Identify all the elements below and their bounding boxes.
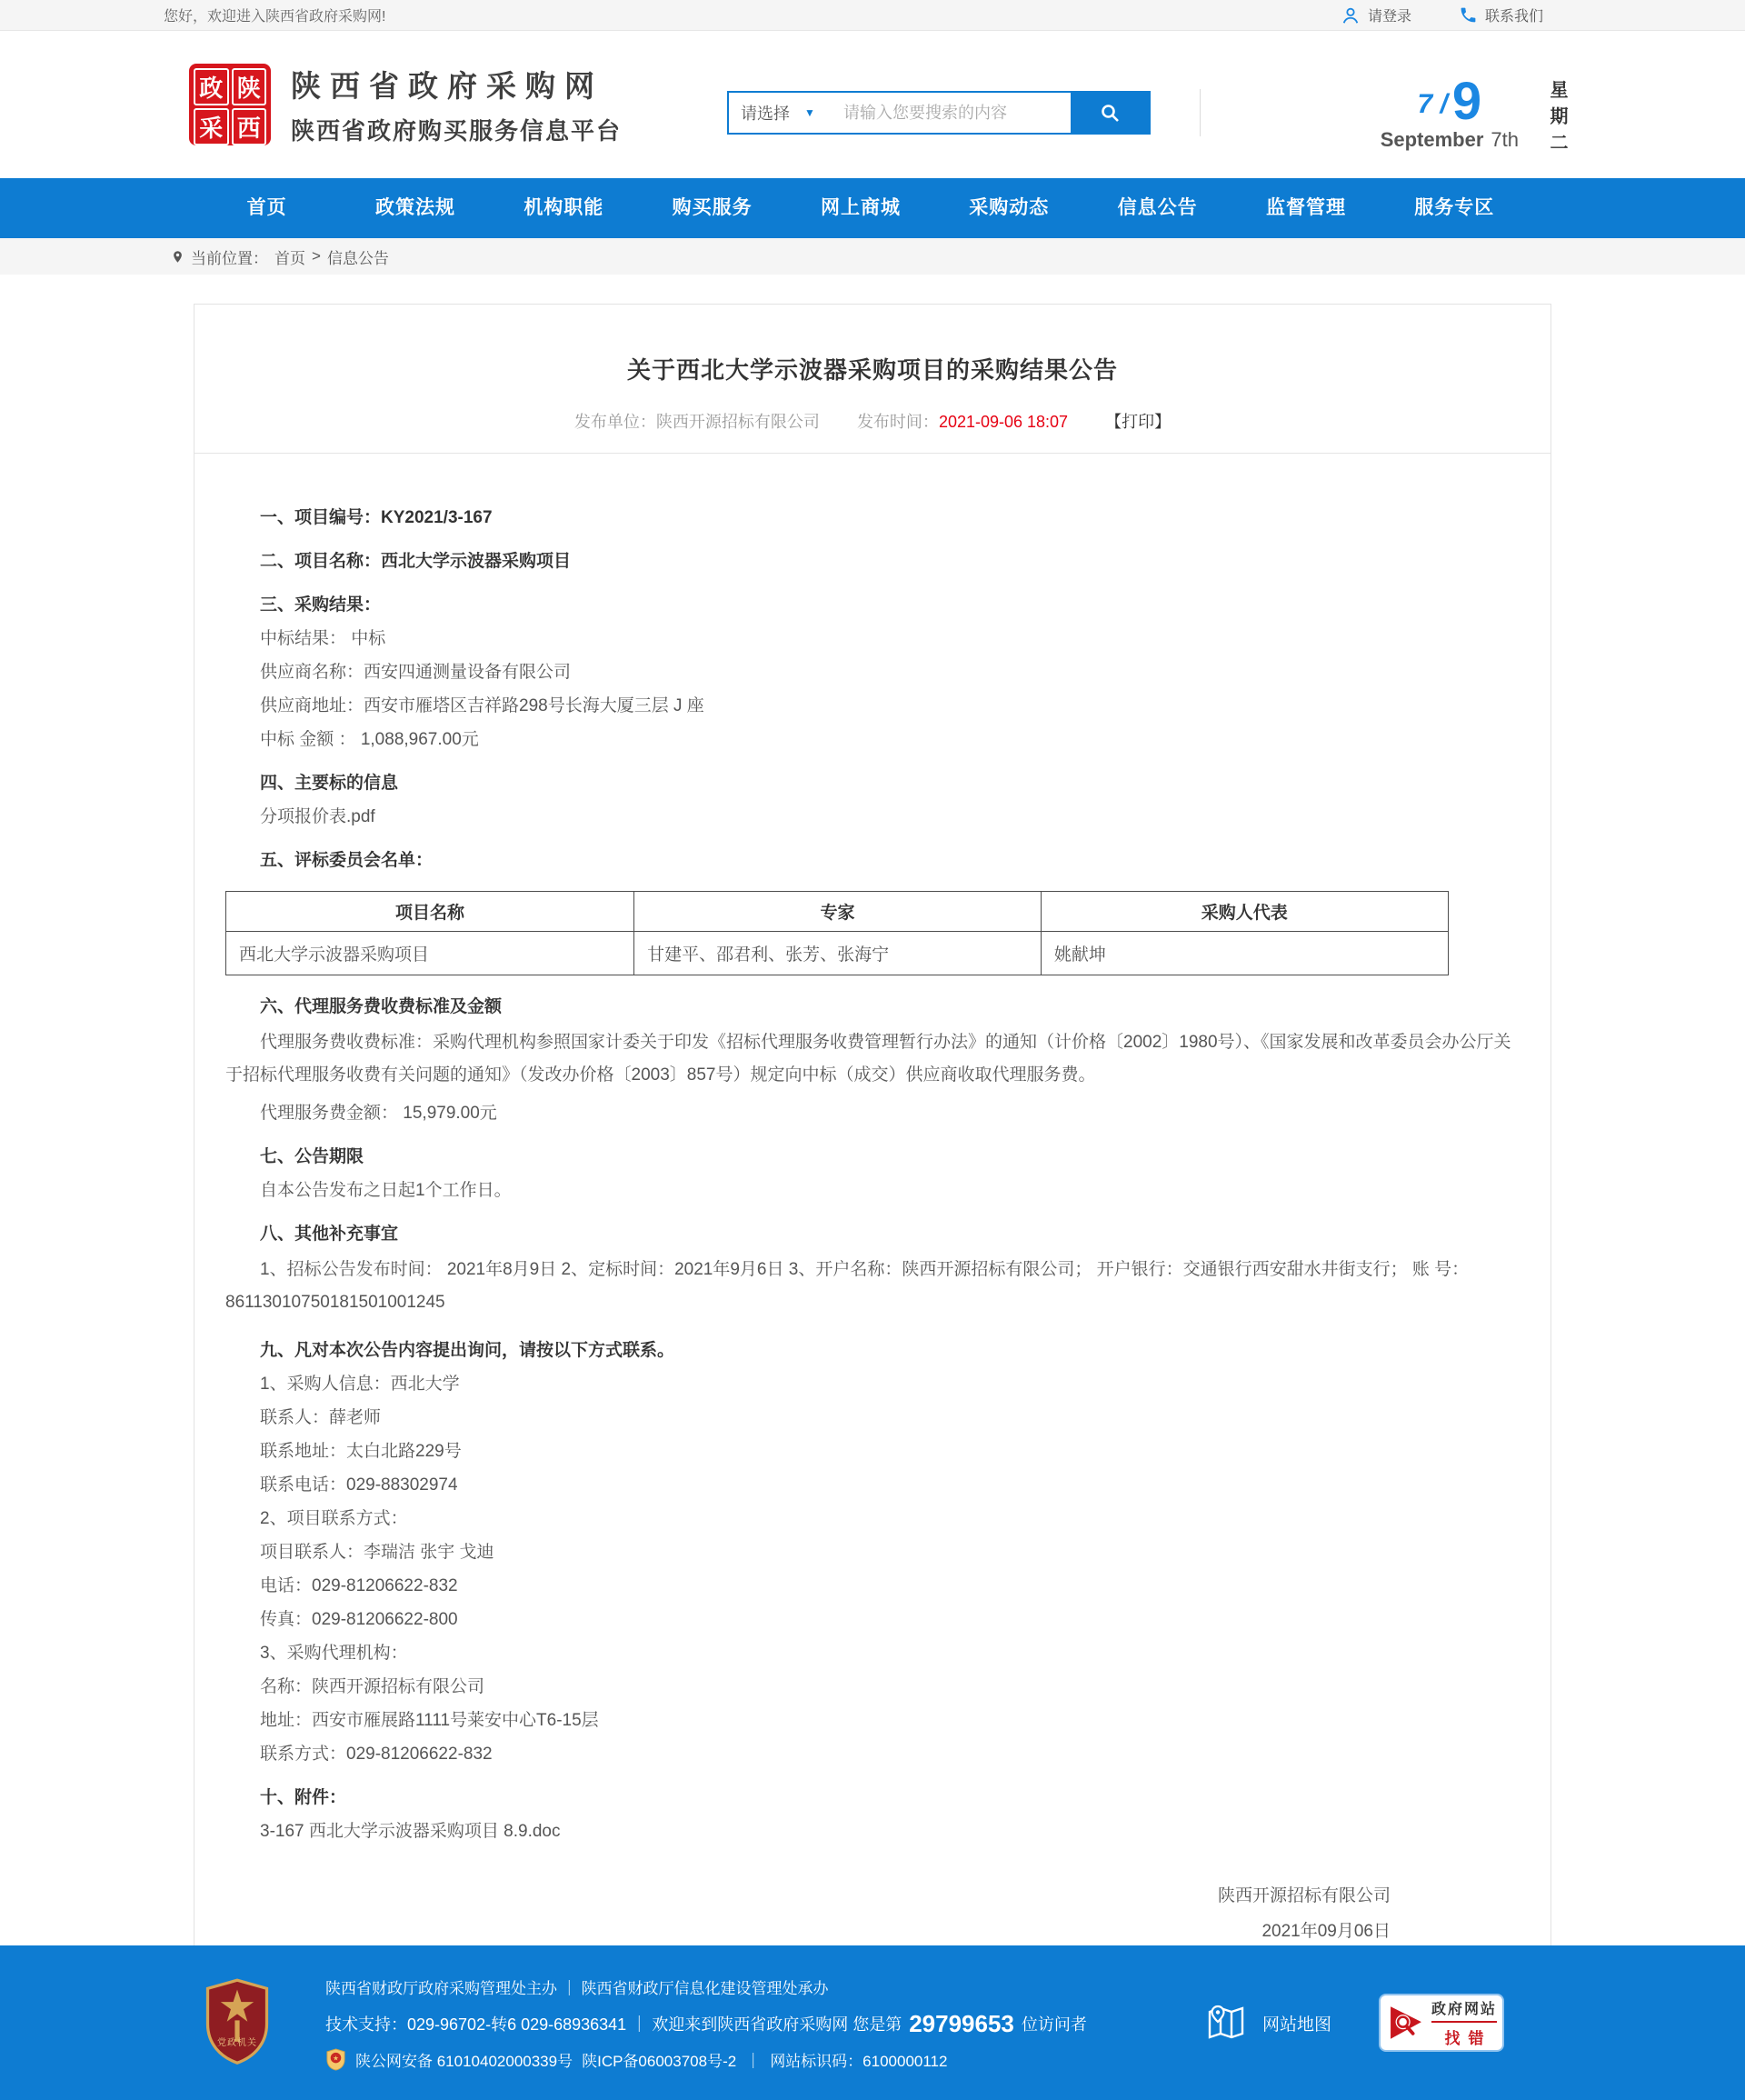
site-titles	[291, 63, 622, 146]
footer-support-line	[325, 2010, 1087, 2038]
shield-icon	[202, 1977, 273, 2068]
search-bar	[727, 91, 1151, 135]
announcement-meta	[225, 409, 1520, 453]
map-icon	[1206, 2003, 1250, 2043]
nav-item-procurement-news[interactable]: 采购动态	[969, 197, 1050, 218]
date-left	[1380, 72, 1519, 159]
site-name: 陕西省政府采购网	[291, 69, 603, 103]
publish-time-value: 2021-09-06 18:07	[938, 413, 1069, 431]
date-weekday: 星期二	[1547, 80, 1567, 159]
committee-table	[225, 891, 1449, 975]
nav-item-service-zone[interactable]: 服务专区	[1414, 197, 1495, 218]
site-subtitle: 陕西省政府购买服务信息平台	[291, 117, 623, 145]
publish-time-label: 发布时间：	[856, 413, 939, 431]
welcome-text: 您好，欢迎进入陕西省政府采购网!	[164, 9, 386, 25]
publisher-label: 发布单位：	[573, 413, 656, 431]
section-heading-agency-fee: 六、代理服务费收费标准及金额	[260, 997, 503, 1016]
visitor-count: 29799653	[909, 2009, 1014, 2037]
footer-right	[1206, 1994, 1504, 2052]
icp-beian-link[interactable]: 陕ICP备06003708号-2	[582, 2052, 737, 2070]
attachment-pdf-link[interactable]: 分项报价表.pdf	[260, 807, 375, 826]
footer-beian-line	[325, 2048, 1087, 2071]
breadcrumb-current: 信息公告	[326, 249, 389, 267]
announcement-card	[194, 304, 1551, 1990]
date-ordinal: 7th	[1491, 128, 1519, 152]
error-report-badge[interactable]	[1379, 1994, 1504, 2052]
breadcrumb	[0, 238, 1745, 275]
emblem-label: 党政机关	[217, 2038, 257, 2048]
breadcrumb-separator: >	[312, 247, 321, 265]
table-row	[226, 932, 1449, 975]
badge-gov-site-label: 政府网站	[1431, 1997, 1497, 2023]
agency-name: 名称：陕西开源招标有限公司	[260, 1677, 485, 1696]
date-text	[1381, 128, 1519, 152]
login-link[interactable]	[1341, 5, 1411, 25]
date-month-name: September	[1380, 128, 1484, 152]
result-status: 中标结果： 中标	[260, 629, 386, 648]
flag-magnifier-icon	[1386, 2004, 1426, 2042]
site-identifier-code: 网站标识码：6100000112	[770, 2052, 948, 2070]
agency-heading: 3、采购代理机构：	[260, 1644, 408, 1663]
police-beian-link[interactable]: 陕公网安备 61010402000339号	[355, 2052, 573, 2070]
nav-item-online-mall[interactable]: 网上商城	[820, 197, 901, 218]
contact-label: 联系我们	[1484, 9, 1543, 25]
signature-block	[225, 1882, 1520, 1942]
error-report-badge-text	[1431, 1997, 1497, 2048]
other-matters: 1、招标公告发布时间： 2021年8月9日 2、定标时间：2021年9月6日 3、开户名称：陕西开源招标有限公司； 开户银行：交通银行西安甜水井街支行； 账 号：86113010750181501001245	[225, 1260, 1470, 1312]
location-pin-icon	[171, 248, 184, 265]
section-heading-result: 三、采购结果：	[260, 595, 382, 615]
logo-char: 政	[194, 68, 229, 105]
logo-char: 采	[194, 108, 229, 145]
publisher-value: 陕西开源招标有限公司	[655, 413, 820, 431]
nav-item-purchase-service[interactable]: 购买服务	[672, 197, 753, 218]
nav-item-supervision[interactable]: 监督管理	[1265, 197, 1346, 218]
award-amount: 中标 金额 ： 1,088,967.00元	[260, 730, 479, 749]
agency-address: 地址：西安市雁展路1111号莱安中心T6-15层	[260, 1711, 599, 1730]
badge-find-error-label: 找错	[1444, 2030, 1492, 2047]
site-logo[interactable]	[189, 64, 271, 145]
section-heading-other-matters: 八、其他补充事宜	[260, 1225, 399, 1244]
col-purchaser-rep: 采购人代表	[1041, 892, 1448, 932]
supplier-address: 供应商地址：西安市雁塔区吉祥路298号长海大厦三层 J 座	[260, 696, 704, 715]
cell-experts: 甘建平、邵君利、张芳、张海宁	[634, 932, 1042, 975]
police-badge-icon	[325, 2048, 346, 2071]
purchaser-contact-address: 联系地址：太白北路229号	[260, 1442, 462, 1461]
logo-char: 西	[232, 108, 267, 145]
project-contact-phone: 电话：029-81206622-832	[260, 1576, 458, 1595]
attachment-doc-link[interactable]: 3-167 西北大学示波器采购项目 8.9.doc	[260, 1822, 561, 1841]
footer-organizers: 陕西省财政厅政府采购管理处主办 ｜ 陕西省财政厅信息化建设管理处承办	[325, 1979, 829, 1997]
page-title: 关于西北大学示波器采购项目的采购结果公告	[626, 356, 1118, 384]
section-heading-project-number: 一、项目编号：KY2021/3-167	[260, 508, 493, 527]
agency-fee-amount: 代理服务费金额： 15,979.00元	[260, 1104, 497, 1123]
footer-tech-support: 技术支持：029-96702-转6 029-68936341 ｜ 欢迎来到陕西省政府采购网 您是第	[325, 2015, 902, 2034]
announcement-head	[194, 305, 1551, 454]
table-header-row	[226, 892, 1449, 932]
contact-link[interactable]	[1459, 5, 1543, 25]
section-heading-announcement-period: 七、公告期限	[260, 1147, 364, 1166]
purchaser-contact-person: 联系人：薛老师	[260, 1408, 382, 1427]
breadcrumb-label: 当前位置：	[191, 249, 268, 267]
section-heading-project-name: 二、项目名称：西北大学示波器采购项目	[260, 552, 572, 571]
section-heading-subject-info: 四、主要标的信息	[260, 774, 399, 793]
project-contact-persons: 项目联系人：李瑞洁 张宇 戈迪	[260, 1543, 494, 1562]
search-input[interactable]	[834, 93, 1071, 133]
nav-items	[193, 178, 1529, 238]
footer	[0, 1945, 1745, 2100]
topbar	[0, 0, 1745, 31]
phone-icon	[1459, 5, 1478, 25]
nav-item-functions[interactable]: 机构职能	[524, 197, 604, 218]
breadcrumb-home[interactable]: 首页	[274, 249, 305, 267]
section-heading-committee: 五、评标委员会名单：	[260, 851, 434, 870]
announcement-body	[194, 454, 1551, 1942]
header	[0, 31, 1745, 178]
search-icon	[1099, 102, 1121, 124]
header-divider	[1200, 89, 1201, 136]
government-shield-emblem	[202, 1977, 273, 2068]
nav-item-home[interactable]: 首页	[246, 197, 287, 218]
search-select-label: 请选择	[741, 105, 790, 123]
project-contact-heading: 2、项目联系方式：	[260, 1509, 408, 1528]
cell-project-name: 西北大学示波器采购项目	[226, 932, 634, 975]
section-heading-contact: 九、凡对本次公告内容提出询问，请按以下方式联系。	[260, 1341, 675, 1360]
supplier-name: 供应商名称：西安四通测量设备有限公司	[260, 663, 572, 682]
beian-separator: ｜	[745, 2052, 762, 2070]
purchaser-info: 1、采购人信息：西北大学	[260, 1375, 460, 1394]
date-numbers	[1381, 72, 1519, 131]
topbar-right	[1341, 5, 1543, 25]
agency-fee-standard: 代理服务费收费标准：采购代理机构参照国家计委关于印发《招标代理服务收费管理暂行办法》的通知（计价格〔2002〕1980号）、《国家发展和改革委员会办公厅关于招标代理服务收费有关问题的通知》（发改办价格〔2003〕857号）规定向中标（成交）供应商收取代理服务费。	[225, 1033, 1511, 1085]
print-button[interactable]: 【打印】	[1105, 413, 1172, 431]
project-contact-fax: 传真：029-81206622-800	[260, 1610, 458, 1629]
cell-purchaser-rep: 姚献坤	[1041, 932, 1448, 975]
date-month-number: 7 /	[1417, 89, 1448, 119]
nav-item-policies[interactable]: 政策法规	[374, 197, 455, 218]
col-experts: 专家	[634, 892, 1042, 932]
date-widget	[1380, 72, 1570, 159]
sitemap-link[interactable]	[1206, 2003, 1331, 2043]
signature-date: 2021年09月06日	[1261, 1922, 1391, 1941]
chevron-down-icon: ▼	[804, 106, 815, 119]
purchaser-contact-phone: 联系电话：029-88302974	[260, 1475, 458, 1495]
logo-char: 陕	[232, 68, 267, 105]
sitemap-label: 网站地图	[1261, 2015, 1331, 2035]
login-label: 请登录	[1367, 9, 1411, 25]
main-nav	[0, 178, 1745, 238]
footer-text	[325, 1975, 1087, 2071]
search-button[interactable]	[1071, 93, 1149, 133]
nav-item-announcements[interactable]: 信息公告	[1117, 197, 1198, 218]
user-icon	[1341, 5, 1361, 25]
search-category-select[interactable]	[729, 93, 834, 133]
signature-company: 陕西开源招标有限公司	[1217, 1886, 1391, 1905]
date-day-number: 9	[1451, 72, 1482, 131]
col-project-name: 项目名称	[226, 892, 634, 932]
announcement-period: 自本公告发布之日起1个工作日。	[260, 1181, 512, 1200]
section-heading-attachments: 十、附件：	[260, 1788, 347, 1807]
footer-visitors-suffix: 位访问者	[1021, 2015, 1087, 2034]
agency-contact: 联系方式：029-81206622-832	[260, 1745, 493, 1764]
